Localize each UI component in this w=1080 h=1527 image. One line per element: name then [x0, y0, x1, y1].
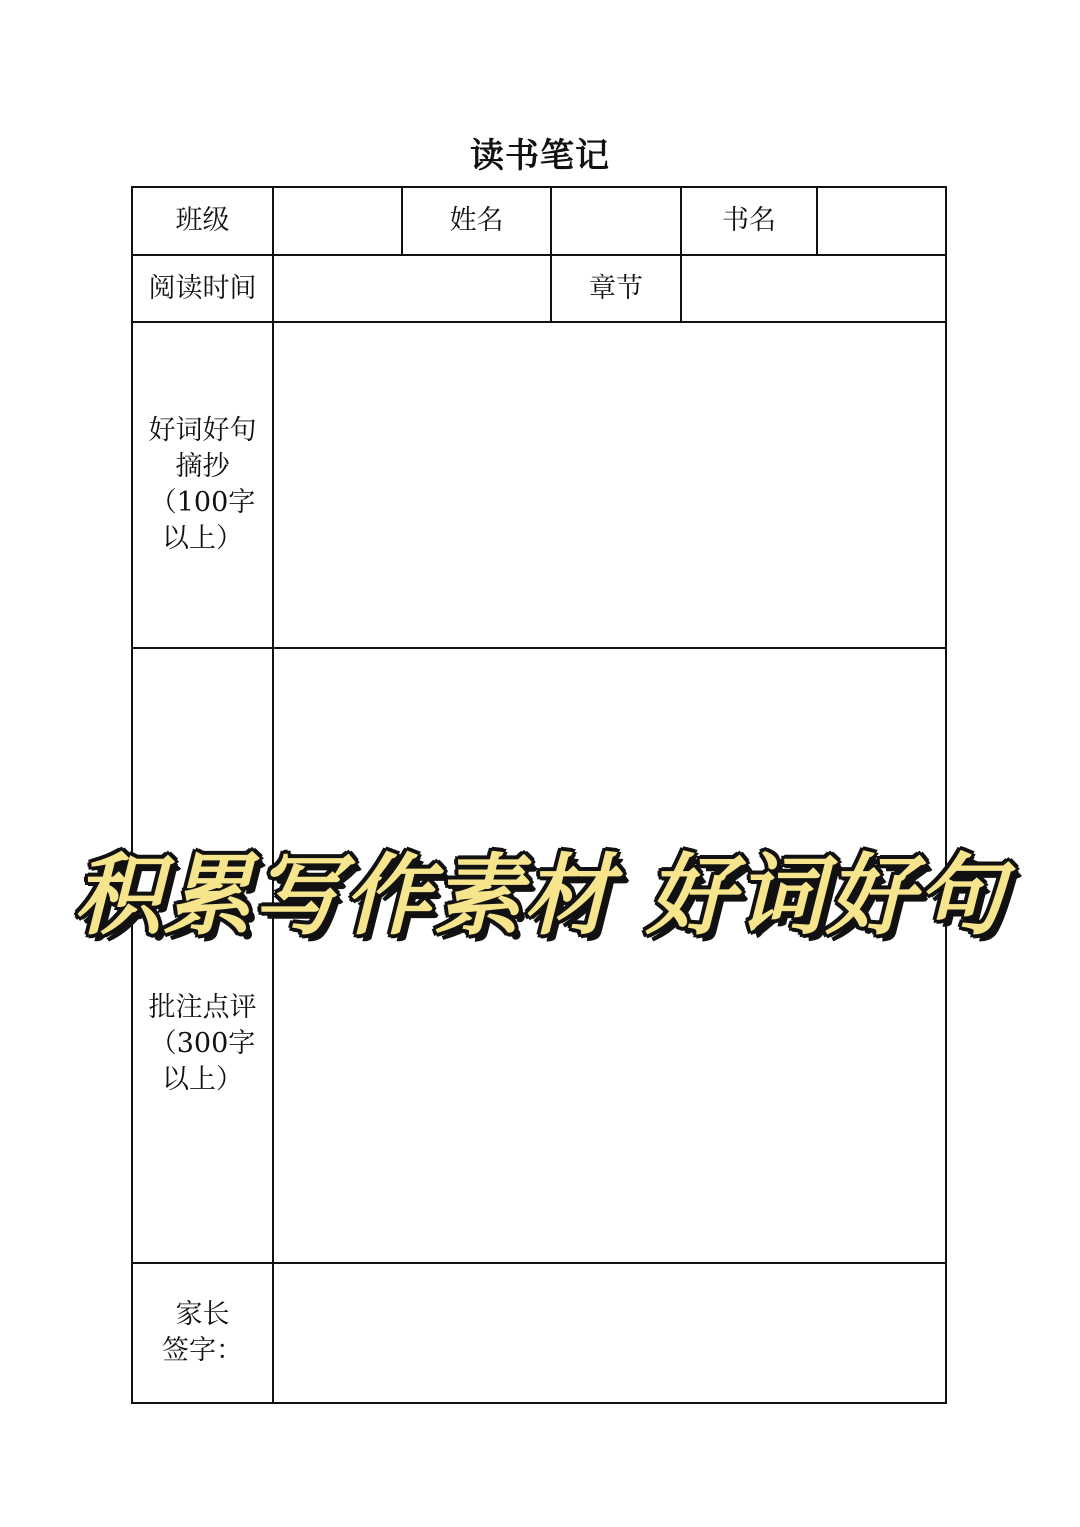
reflection-label-cell: [131, 647, 274, 1264]
reflection-field[interactable]: [272, 647, 947, 1264]
chapter-label-cell: [550, 254, 682, 323]
reading-time-label: 阅读时间: [148, 272, 257, 304]
signature-label-cell: [131, 1262, 274, 1404]
signature-field[interactable]: [272, 1262, 947, 1404]
name-label: 姓名: [449, 205, 504, 236]
excerpt-field[interactable]: [272, 321, 947, 649]
class-field[interactable]: [272, 186, 403, 256]
class-label-cell: [131, 186, 274, 256]
class-label: 班级: [175, 205, 230, 236]
book-label-cell: [680, 186, 818, 256]
excerpt-label: 好词好句 摘抄 （100字 以上）: [148, 415, 257, 554]
reading-time-label-cell: [131, 254, 274, 323]
page-title: 读书笔记: [470, 136, 610, 176]
overlay-banner: 积累写作素材 好词好句: [73, 844, 1007, 947]
name-label-cell: [401, 186, 552, 256]
signature-label: 家长 签字：: [162, 1299, 243, 1366]
excerpt-label-cell: [131, 321, 274, 649]
reading-time-field[interactable]: [272, 254, 552, 323]
reading-notes-form: [131, 186, 947, 1404]
book-label: 书名: [722, 205, 776, 236]
name-field[interactable]: [550, 186, 682, 256]
chapter-label: 章节: [589, 272, 643, 304]
book-field[interactable]: [816, 186, 947, 256]
reflection-label: 批注点评 （300字 以上）: [148, 991, 257, 1095]
chapter-field[interactable]: [680, 254, 947, 323]
